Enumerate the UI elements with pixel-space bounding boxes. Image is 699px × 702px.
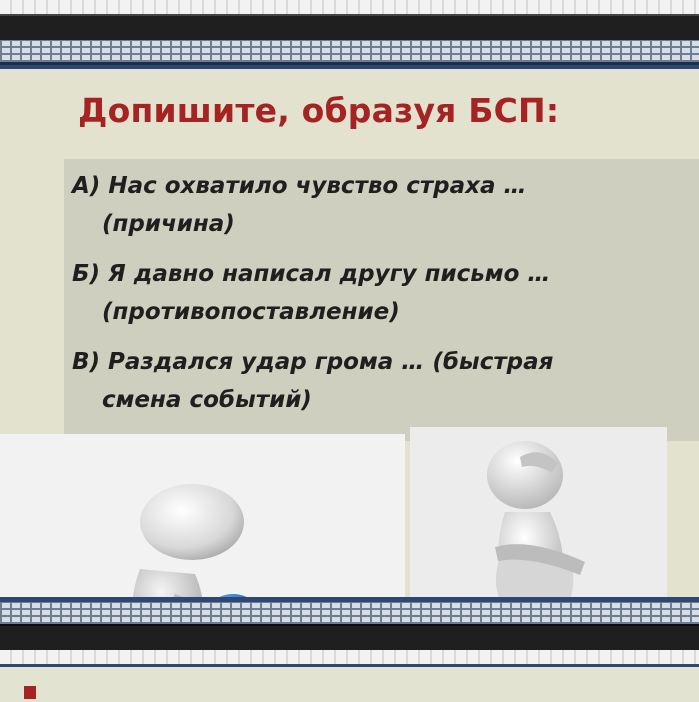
top-film-strip-grid	[0, 40, 699, 65]
top-film-strip-dark	[0, 14, 699, 42]
next-slide-edge	[0, 664, 699, 702]
task-item-a	[72, 167, 672, 243]
task-item-a-line2: (причина)	[102, 211, 235, 237]
task-item-c-line2: смена событий)	[102, 387, 312, 413]
slide	[0, 69, 699, 598]
task-item-c	[72, 343, 672, 419]
task-item-b-line1: Б) Я давно написал другу письмо …	[72, 261, 551, 287]
next-slide-title-fragment	[24, 686, 36, 699]
task-item-b	[72, 255, 672, 331]
task-item-b-line2: (противопоставление)	[102, 299, 400, 325]
bottom-film-strip-dark	[0, 624, 699, 652]
top-film-strip-light	[0, 0, 699, 14]
task-item-a-line1: А) Нас охватило чувство страха …	[72, 173, 527, 199]
task-item-c-line1: В) Раздался удар грома … (быстрая	[72, 349, 554, 375]
task-list	[64, 159, 699, 441]
slide-title: Допишите, образуя БСП:	[78, 91, 560, 130]
bottom-film-strip-light	[0, 650, 699, 664]
bottom-film-strip-grid	[0, 602, 699, 624]
